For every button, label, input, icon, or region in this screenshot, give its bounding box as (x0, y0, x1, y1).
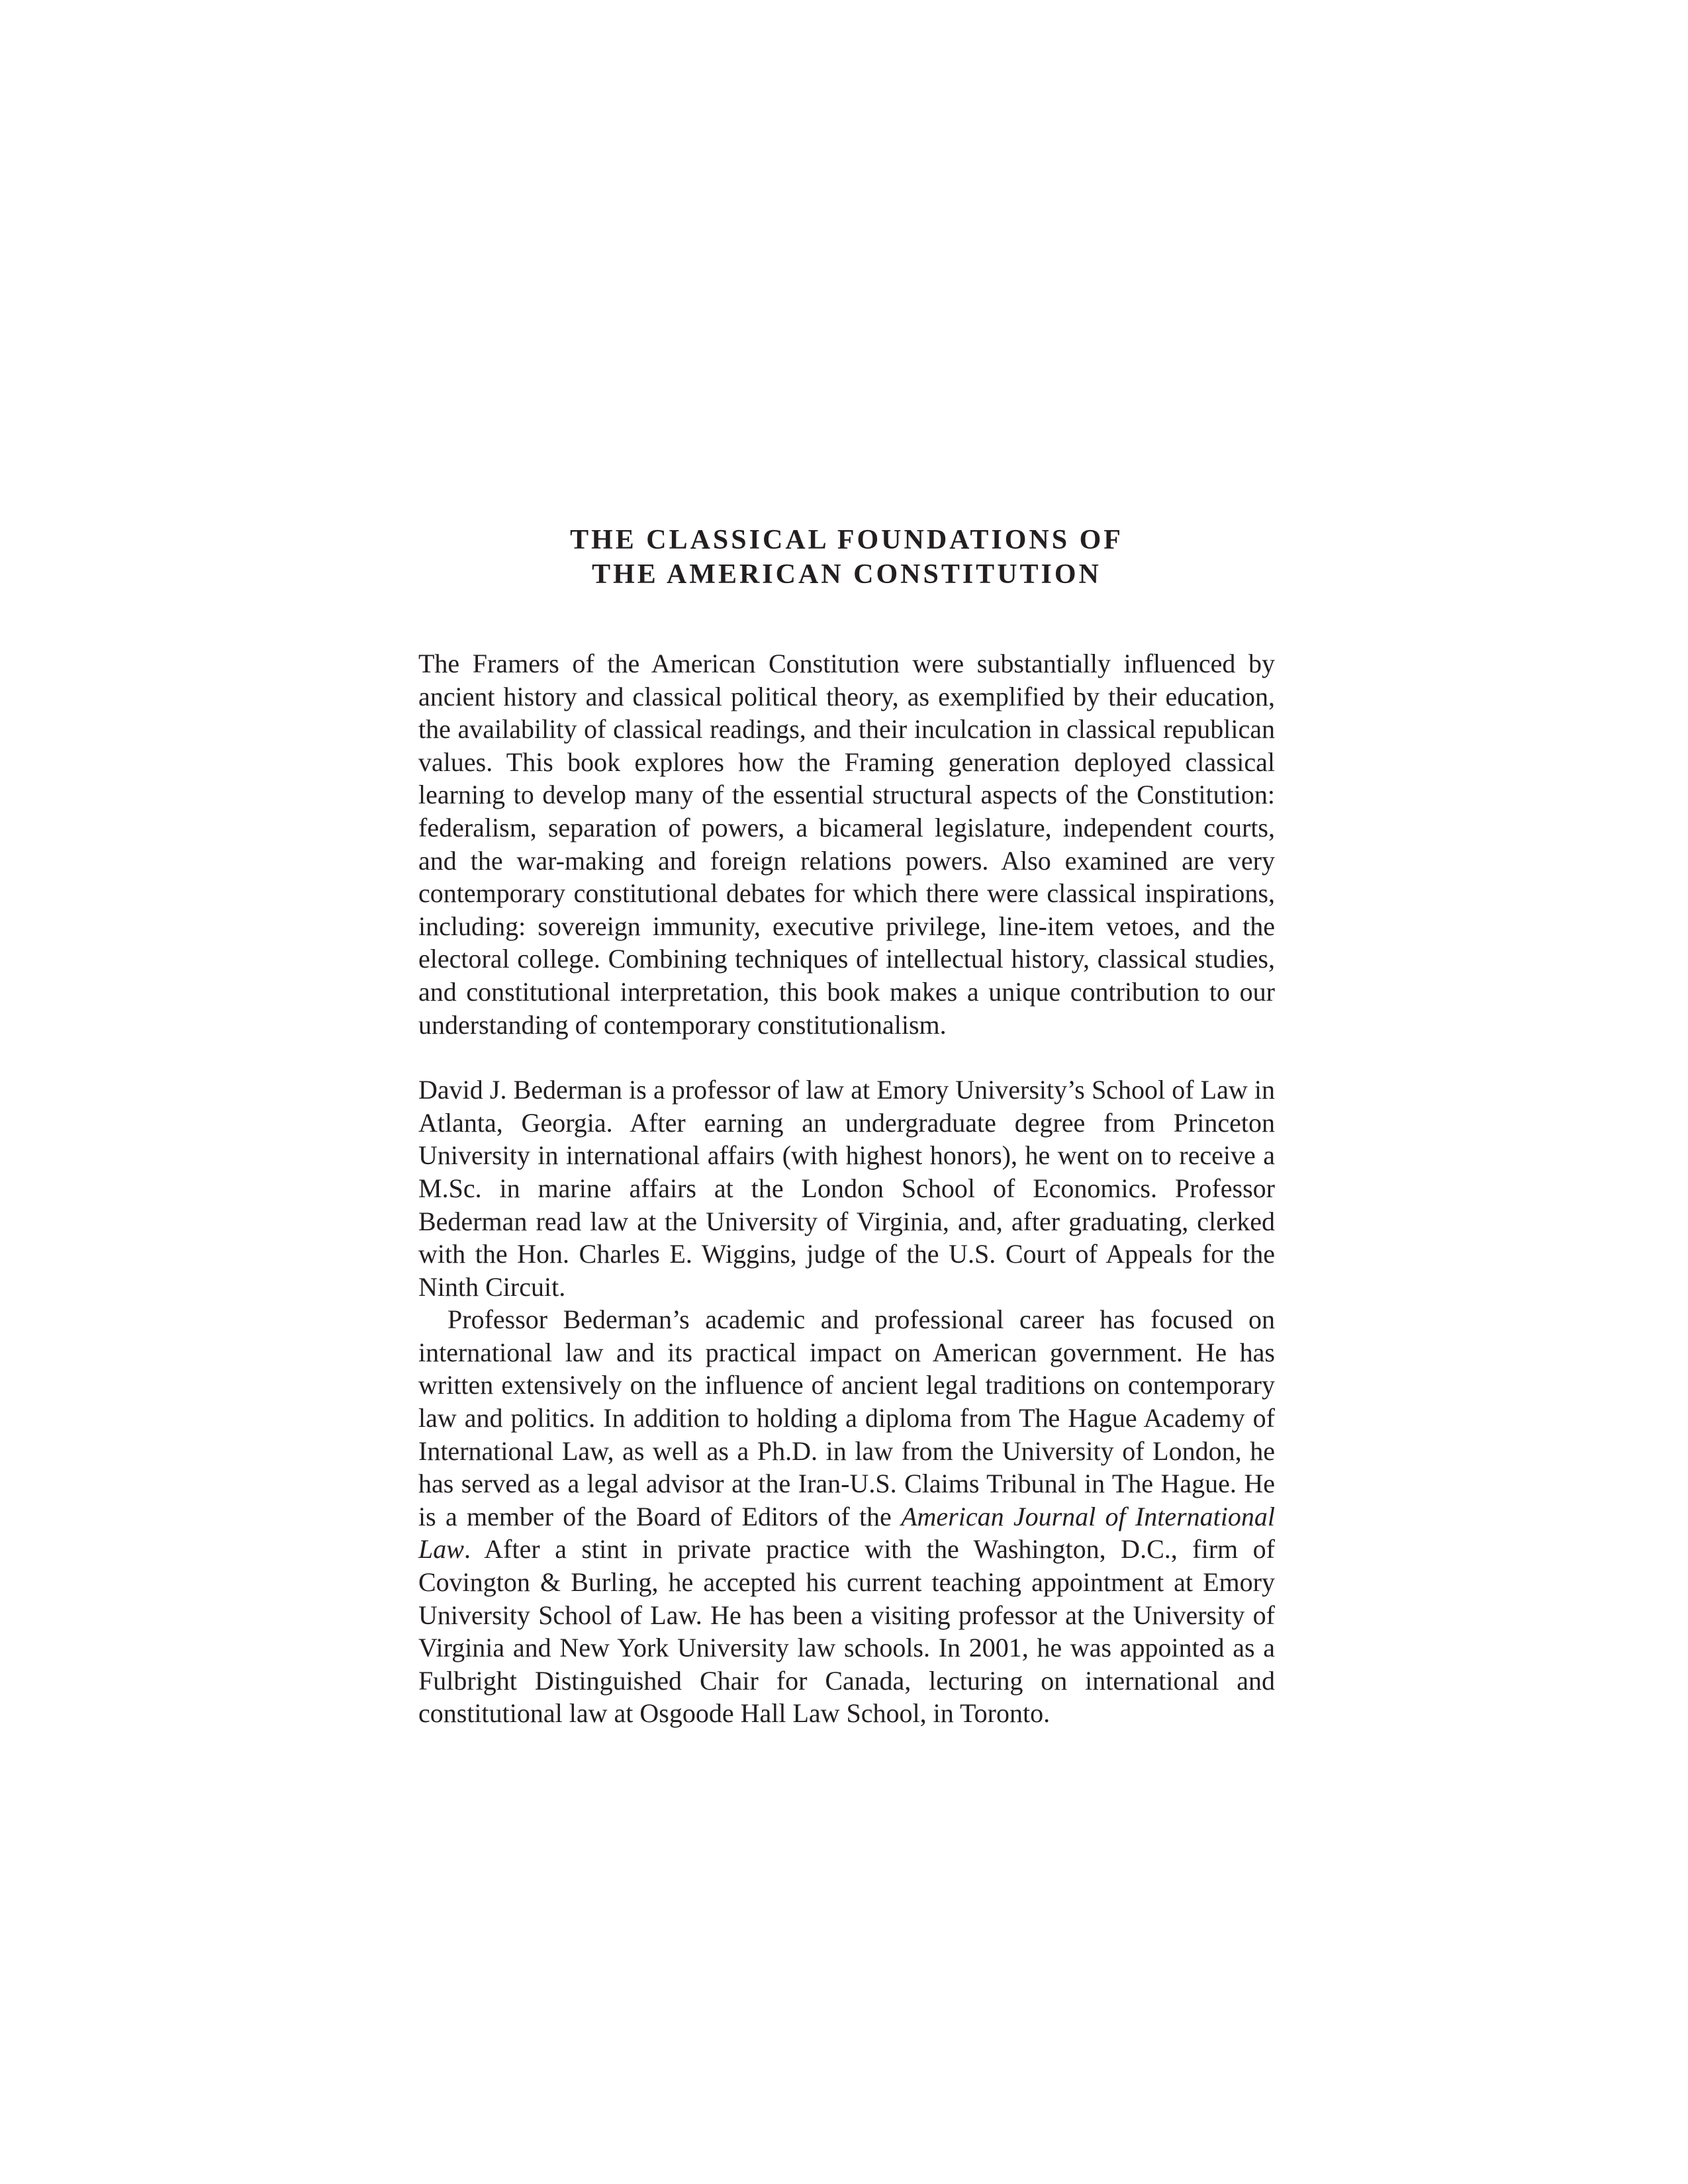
author-bio-paragraph-2-part-1: Professor Bederman’s academic and professional career has focused on international law and its practical impact on American government. He has written extensively on the influence of ancient legal traditions on contemporary law and politics. In addition to holding a diploma from The Hague Academy of International Law, as well as a Ph.D. in law from the University of London, he has served as a legal advisor at the Iran-U.S. Claims Tribunal in The Hague. He is a member of the Board of Editors of the (418, 1304, 1275, 1531)
book-title-line-1: THE CLASSICAL FOUNDATIONS OF (570, 525, 1123, 555)
author-bio-paragraph-1: David J. Bederman is a professor of law at Emory University’s School of Law in Atlanta, Georgia. After earning an undergraduate degree from Princeton University in international affairs (with highest honors), he went on to receive a M.Sc. in marine affairs at the London School of Economics. Professor Bederman read law at the University of Virginia, and, after graduating, clerked with the Hon. Charles E. Wiggins, judge of the U.S. Court of Appeals for the Ninth Circuit. (418, 1075, 1275, 1302)
text-block (418, 523, 1275, 1730)
book-title (418, 523, 1275, 592)
book-description: The Framers of the American Constitution were substantially influenced by ancient history and classical political theory, as exemplified by their education, the availability of classical readings, and their inculcation in classical republican values. This book explores how the Framing generation deployed classical learning to develop many of the essential structural aspects of the Constitution: federalism, separation of powers, a bicameral legislature, independent courts, and the war-making and foreign relations powers. Also examined are very contemporary constitutional debates for which there were classical inspirations, including: sovereign immunity, executive privilege, line-item vetoes, and the electoral college. Combining techniques of intellectual history, classical studies, and constitutional interpretation, this book makes a unique contribution to our understanding of contemporary constitutionalism. (418, 649, 1275, 1040)
book-title-line-2: THE AMERICAN CONSTITUTION (592, 559, 1102, 590)
author-bio-paragraph-2 (418, 1303, 1275, 1730)
journal-name: American Journal of International Law (418, 1501, 1276, 1565)
author-bio-paragraph-2-part-2: . After a stint in private practice with the Washington, D.C., firm of Covington & Burling, he accepted his current teaching appointment at Emory University School of Law. He has been a visiting professor at the University of Virginia and New York University law schools. In 2001, he was appointed as a Fulbright Distinguished Chair for Canada, lecturing on international and constitutional law at Osgoode Hall Law School, in Toronto. (418, 1534, 1275, 1729)
